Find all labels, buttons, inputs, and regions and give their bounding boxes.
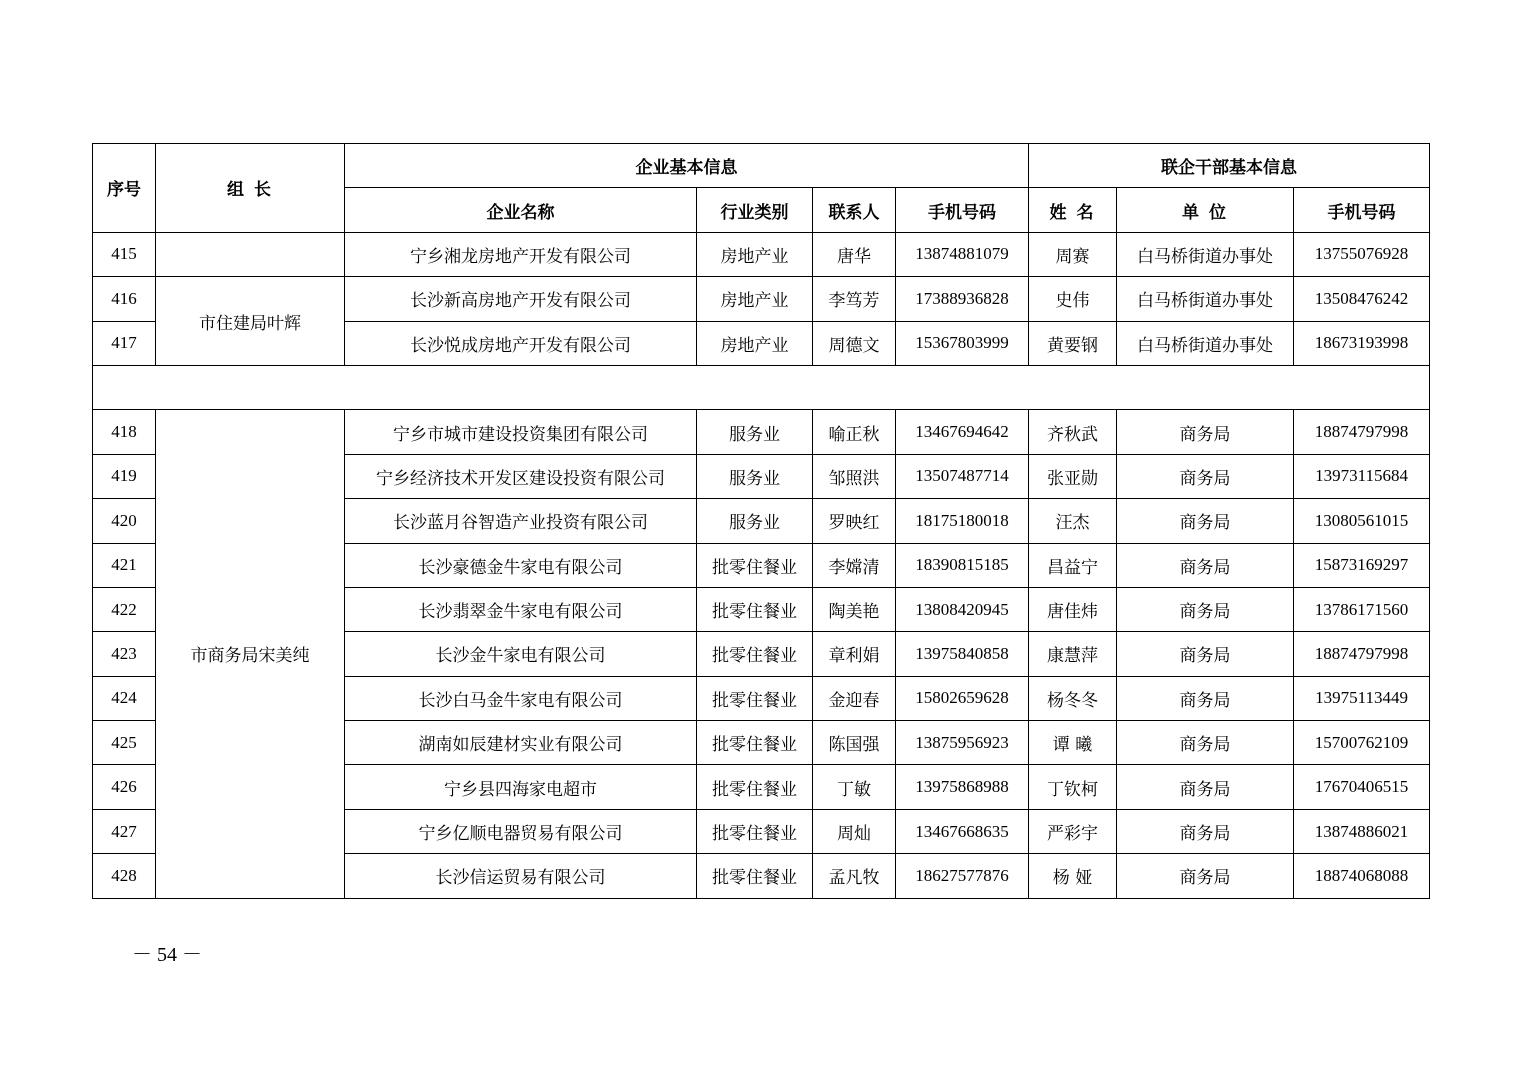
cell-company: 宁乡市城市建设投资集团有限公司 <box>345 410 697 454</box>
cell-cadre-phone: 18874797998 <box>1294 632 1430 676</box>
cell-cadre: 汪杰 <box>1029 499 1117 543</box>
cell-seq: 420 <box>93 499 156 543</box>
cell-seq: 428 <box>93 854 156 898</box>
cell-company: 长沙悦成房地产开发有限公司 <box>345 321 697 365</box>
cell-phone: 17388936828 <box>896 277 1029 321</box>
cell-seq: 422 <box>93 587 156 631</box>
cell-cadre-phone: 15873169297 <box>1294 543 1430 587</box>
cell-phone: 18175180018 <box>896 499 1029 543</box>
cell-phone: 13875956923 <box>896 721 1029 765</box>
cell-seq: 423 <box>93 632 156 676</box>
cell-seq: 425 <box>93 721 156 765</box>
cell-cadre: 杨冬冬 <box>1029 676 1117 720</box>
cell-company: 长沙金牛家电有限公司 <box>345 632 697 676</box>
cell-unit: 白马桥街道办事处 <box>1117 232 1294 276</box>
cell-cadre: 齐秋武 <box>1029 410 1117 454</box>
cell-cadre-phone: 13508476242 <box>1294 277 1430 321</box>
separator-cell <box>93 365 1430 409</box>
header-phone: 手机号码 <box>896 188 1029 232</box>
separator-row <box>93 365 1430 409</box>
cell-leader-housing: 市住建局叶辉 <box>156 277 345 366</box>
cell-phone: 18390815185 <box>896 543 1029 587</box>
cell-leader-empty <box>156 232 345 276</box>
cell-company: 长沙蓝月谷智造产业投资有限公司 <box>345 499 697 543</box>
cell-unit: 商务局 <box>1117 632 1294 676</box>
cell-unit: 商务局 <box>1117 854 1294 898</box>
cell-industry: 批零住餐业 <box>697 809 813 853</box>
cell-cadre-phone: 13755076928 <box>1294 232 1430 276</box>
cell-industry: 服务业 <box>697 499 813 543</box>
cell-contact: 周灿 <box>813 809 896 853</box>
header-cadre-unit: 单 位 <box>1117 188 1294 232</box>
cell-cadre: 丁钦柯 <box>1029 765 1117 809</box>
cell-cadre-phone: 17670406515 <box>1294 765 1430 809</box>
cell-cadre-phone: 18874797998 <box>1294 410 1430 454</box>
cell-unit: 商务局 <box>1117 765 1294 809</box>
cell-cadre: 史伟 <box>1029 277 1117 321</box>
cell-contact: 喻正秋 <box>813 410 896 454</box>
cell-company: 宁乡经济技术开发区建设投资有限公司 <box>345 454 697 498</box>
cell-cadre: 杨 娅 <box>1029 854 1117 898</box>
cell-industry: 房地产业 <box>697 321 813 365</box>
cell-seq: 427 <box>93 809 156 853</box>
cell-contact: 周德文 <box>813 321 896 365</box>
header-cadre-phone: 手机号码 <box>1294 188 1430 232</box>
cell-industry: 批零住餐业 <box>697 543 813 587</box>
cell-company: 长沙新高房地产开发有限公司 <box>345 277 697 321</box>
cell-industry: 房地产业 <box>697 232 813 276</box>
cell-cadre: 康慧萍 <box>1029 632 1117 676</box>
cell-company: 长沙信运贸易有限公司 <box>345 854 697 898</box>
cell-company: 宁乡县四海家电超市 <box>345 765 697 809</box>
cell-unit: 商务局 <box>1117 543 1294 587</box>
cell-leader-commerce: 市商务局宋美纯 <box>156 410 345 898</box>
cell-unit: 白马桥街道办事处 <box>1117 277 1294 321</box>
cell-company: 宁乡亿顺电器贸易有限公司 <box>345 809 697 853</box>
cell-cadre-phone: 13080561015 <box>1294 499 1430 543</box>
cell-cadre-phone: 13975113449 <box>1294 676 1430 720</box>
header-cadre-group: 联企干部基本信息 <box>1029 144 1430 188</box>
cell-contact: 陶美艳 <box>813 587 896 631</box>
cell-cadre: 严彩宇 <box>1029 809 1117 853</box>
cell-company: 湖南如辰建材实业有限公司 <box>345 721 697 765</box>
cell-contact: 李笃芳 <box>813 277 896 321</box>
cell-cadre-phone: 15700762109 <box>1294 721 1430 765</box>
cell-cadre-phone: 18874068088 <box>1294 854 1430 898</box>
cell-seq: 417 <box>93 321 156 365</box>
cell-cadre-phone: 18673193998 <box>1294 321 1430 365</box>
cell-contact: 章利娟 <box>813 632 896 676</box>
cell-unit: 商务局 <box>1117 676 1294 720</box>
cell-industry: 服务业 <box>697 454 813 498</box>
page-number: － 54 － <box>132 944 202 966</box>
cell-contact: 李嫦清 <box>813 543 896 587</box>
header-cadre-name: 姓 名 <box>1029 188 1117 232</box>
cell-industry: 批零住餐业 <box>697 721 813 765</box>
header-contact: 联系人 <box>813 188 896 232</box>
cell-industry: 批零住餐业 <box>697 854 813 898</box>
cell-contact: 陈国强 <box>813 721 896 765</box>
cell-seq: 426 <box>93 765 156 809</box>
header-leader: 组 长 <box>156 144 345 233</box>
cell-industry: 批零住餐业 <box>697 765 813 809</box>
table-row <box>93 232 1430 276</box>
cell-unit: 商务局 <box>1117 809 1294 853</box>
cell-phone: 15367803999 <box>896 321 1029 365</box>
cell-company: 长沙白马金牛家电有限公司 <box>345 676 697 720</box>
cell-company: 长沙翡翠金牛家电有限公司 <box>345 587 697 631</box>
cell-industry: 服务业 <box>697 410 813 454</box>
cell-contact: 孟凡牧 <box>813 854 896 898</box>
cell-seq: 415 <box>93 232 156 276</box>
cell-phone: 13507487714 <box>896 454 1029 498</box>
cell-cadre: 黄要钢 <box>1029 321 1117 365</box>
cell-company: 宁乡湘龙房地产开发有限公司 <box>345 232 697 276</box>
cell-cadre-phone: 13973115684 <box>1294 454 1430 498</box>
cell-phone: 13975840858 <box>896 632 1029 676</box>
cell-contact: 丁敏 <box>813 765 896 809</box>
cell-contact: 邹照洪 <box>813 454 896 498</box>
cell-seq: 419 <box>93 454 156 498</box>
cell-phone: 13975868988 <box>896 765 1029 809</box>
cell-industry: 批零住餐业 <box>697 632 813 676</box>
cell-phone: 13467694642 <box>896 410 1029 454</box>
enterprise-cadre-table <box>92 143 1430 899</box>
cell-phone: 13874881079 <box>896 232 1029 276</box>
cell-unit: 商务局 <box>1117 499 1294 543</box>
cell-seq: 424 <box>93 676 156 720</box>
header-enterprise-group: 企业基本信息 <box>345 144 1029 188</box>
cell-industry: 批零住餐业 <box>697 587 813 631</box>
cell-seq: 421 <box>93 543 156 587</box>
cell-cadre: 唐佳炜 <box>1029 587 1117 631</box>
cell-contact: 罗映红 <box>813 499 896 543</box>
cell-cadre-phone: 13874886021 <box>1294 809 1430 853</box>
cell-cadre: 谭 曦 <box>1029 721 1117 765</box>
cell-cadre: 昌益宁 <box>1029 543 1117 587</box>
cell-contact: 唐华 <box>813 232 896 276</box>
cell-unit: 商务局 <box>1117 721 1294 765</box>
cell-phone: 15802659628 <box>896 676 1029 720</box>
cell-contact: 金迎春 <box>813 676 896 720</box>
cell-unit: 商务局 <box>1117 454 1294 498</box>
header-seq: 序号 <box>93 144 156 233</box>
cell-unit: 白马桥街道办事处 <box>1117 321 1294 365</box>
header-industry: 行业类别 <box>697 188 813 232</box>
cell-seq: 418 <box>93 410 156 454</box>
cell-cadre: 周赛 <box>1029 232 1117 276</box>
table-row <box>93 277 1430 321</box>
cell-unit: 商务局 <box>1117 410 1294 454</box>
cell-unit: 商务局 <box>1117 587 1294 631</box>
cell-phone: 13467668635 <box>896 809 1029 853</box>
cell-cadre: 张亚勋 <box>1029 454 1117 498</box>
table-row <box>93 410 1430 454</box>
cell-company: 长沙豪德金牛家电有限公司 <box>345 543 697 587</box>
cell-phone: 13808420945 <box>896 587 1029 631</box>
cell-phone: 18627577876 <box>896 854 1029 898</box>
cell-cadre-phone: 13786171560 <box>1294 587 1430 631</box>
header-company-name: 企业名称 <box>345 188 697 232</box>
cell-seq: 416 <box>93 277 156 321</box>
cell-industry: 批零住餐业 <box>697 676 813 720</box>
cell-industry: 房地产业 <box>697 277 813 321</box>
